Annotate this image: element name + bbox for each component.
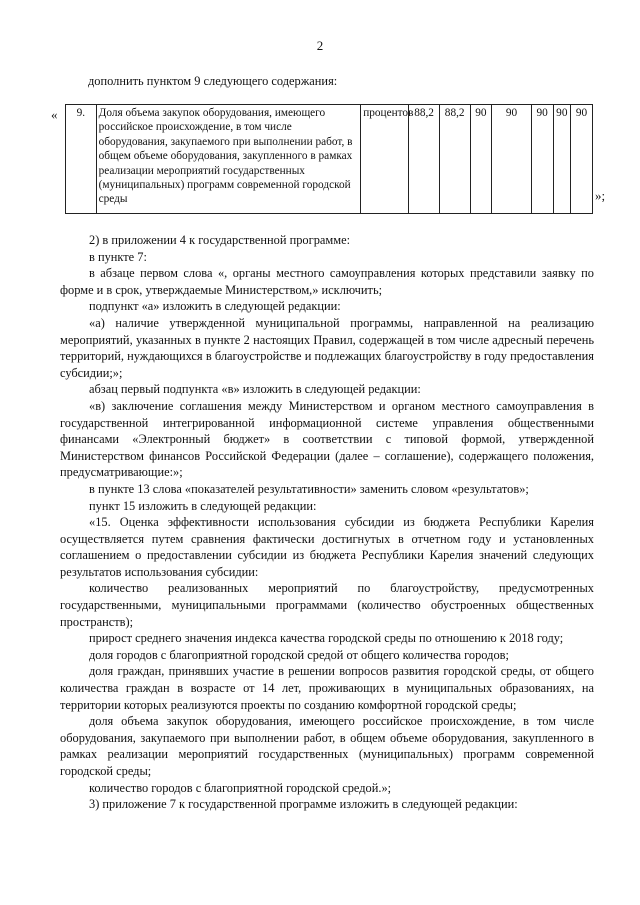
row-value: 88,2 [439, 105, 470, 214]
paragraph: «15. Оценка эффективности использования субсидии из бюджета Республики Карелия осуществляется путем сравнения фактически достигнутых в отчетном году и установленных соглашением о предоставлении субсидии из бюджета Республики Карелия значений следующих результатов использования субсидии: [60, 515, 594, 579]
document-body [60, 232, 594, 813]
paragraph: в абзаце первом слова «, органы местного самоуправления которых представили заявку по форме и в срок, утверждаемые Министерством,» исключить; [60, 266, 594, 297]
row-value: 88,2 [409, 105, 440, 214]
paragraph: в пункте 7: [89, 249, 147, 264]
intro-line: дополнить пунктом 9 следующего содержания: [88, 74, 338, 88]
row-value: 90 [571, 105, 593, 214]
paragraph: доля городов с благоприятной городской средой от общего количества городов; [89, 647, 509, 662]
paragraph: прирост среднего значения индекса качества городской среды по отношению к 2018 году; [89, 631, 564, 646]
paragraph: подпункт «а» изложить в следующей редакции: [89, 299, 341, 314]
row-value: 90 [531, 105, 553, 214]
paragraph: количество городов с благоприятной городской средой.»; [89, 780, 392, 795]
row-description: Доля объема закупок оборудования, имеющего российское происхождение, в том числе оборудования, закупаемого при выполнении работ, в общем объеме оборудования, закупленного в рамках реализации мероприятий государственных (муниципальных) программ современной городской среды [96, 105, 361, 214]
table-row [66, 105, 593, 214]
row-value: 90 [492, 105, 531, 214]
row-value: 90 [553, 105, 570, 214]
paragraph: 2) в приложении 4 к государственной программе: [89, 233, 351, 247]
paragraph: 3) приложение 7 к государственной программе изложить в следующей редакции: [89, 797, 518, 812]
paragraph: «а) наличие утвержденной муниципальной программы, направленной на реализацию мероприятий, указанных в пункте 2 настоящих Правил, содержащей в том числе адресный перечень территорий, нуждающихся в благоустройстве и подлежащих благоустройству в году предоставления субсидии;»; [60, 315, 594, 380]
quote-close: »; [595, 188, 606, 203]
paragraph: «в) заключение соглашения между Министерством и органом местного самоуправления в государственной интегрированной информационной системе управления общественными финансами «Электронный бюджет» в соответствии с типовой формой, утвержденной Министерством финансов Российской Федерации (далее – соглашение), содержащего положения, предусматривающие:»; [60, 398, 594, 480]
paragraph: доля граждан, принявших участие в решении вопросов развития городской среды, от общего количества граждан в возрасте от 14 лет, проживающих в муниципальных образованиях, на территории которых реализуются проекты по созданию комфортной городской среды; [60, 664, 594, 712]
indicator-table [65, 104, 593, 214]
row-value: 90 [470, 105, 492, 214]
paragraph: в пункте 13 слова «показателей результативности» заменить словом «результатов»; [89, 481, 529, 496]
page-number: 2 [316, 38, 324, 53]
paragraph: пункт 15 изложить в следующей редакции: [89, 498, 317, 513]
paragraph: доля объема закупок оборудования, имеющего российское происхождение, в том числе оборудования, закупаемого при выполнении работ, в общем объеме оборудования, закупленного в рамках реализации мероприятий государственных (муниципальных) программ современной городской среды; [60, 714, 594, 778]
row-unit: процентов [361, 105, 409, 214]
quote-open: « [51, 107, 58, 122]
paragraph: количество реализованных мероприятий по благоустройству, предусмотренных государственными, муниципальными программами (количество обустроенных общественных пространств); [60, 581, 594, 629]
paragraph: абзац первый подпункта «в» изложить в следующей редакции: [89, 382, 421, 397]
row-number: 9. [66, 105, 97, 214]
